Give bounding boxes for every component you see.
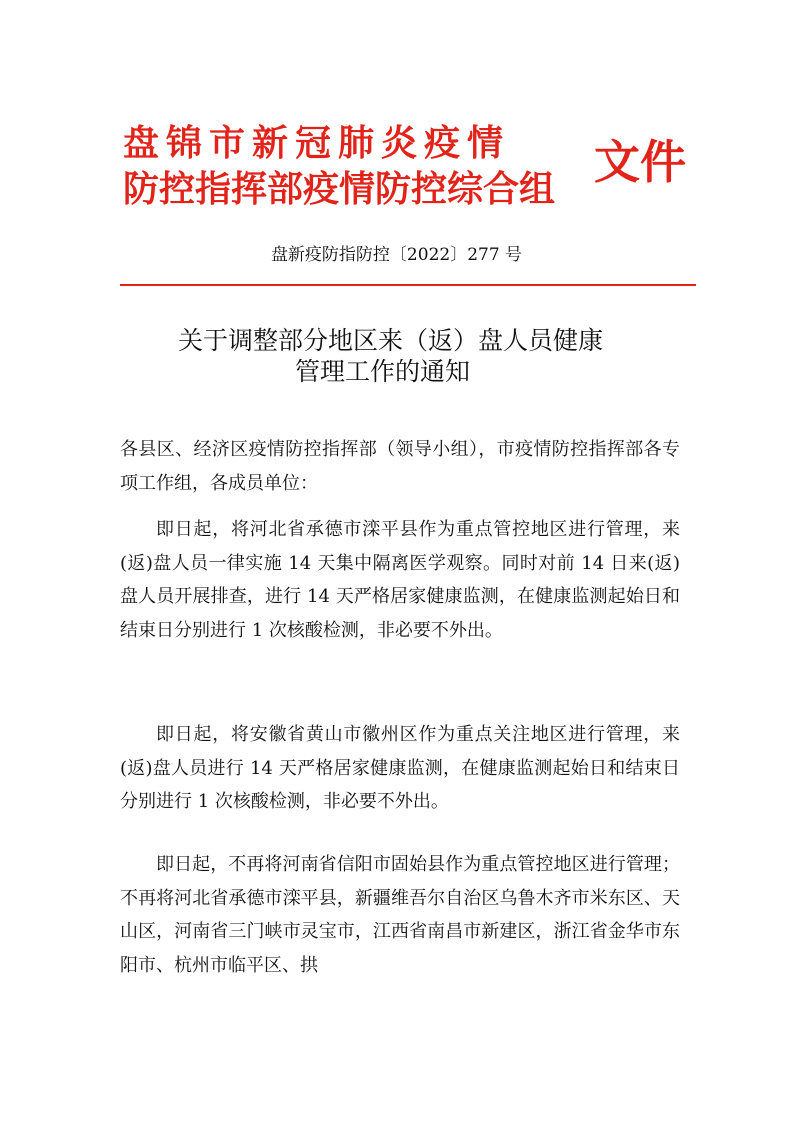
- document-number: 盘新疫防指防控〔2022〕277 号: [270, 245, 523, 265]
- issuer-name-line-2: 防控指挥部疫情防控综合组: [123, 169, 556, 210]
- paragraph-text: 即日起，将河北省承德市滦平县作为重点管控地区进行管理，来(返)盘人员一律实施 14 天集中隔离医学观察。同时对前 14 日来(返)盘人员开展排查，进行 14 天严格居家健康监测，在健康监测起始日和结束日分别进行 1 次核酸检测，非必要不外出。: [120, 519, 680, 641]
- document-title-line-1: 关于调整部分地区来（返）盘人员健康: [178, 326, 604, 355]
- red-divider-line: [120, 284, 696, 286]
- body-paragraph-3: [120, 848, 680, 982]
- paragraph-text: 即日起，不再将河南省信阳市固始县作为重点管控地区进行管理；不再将河北省承德市滦平县，新疆维吾尔自治区乌鲁木齐市米东区、天山区，河南省三门峡市灵宝市，江西省南昌市新建区，浙江省金华市东阳市、杭州市临平区、拱: [120, 854, 680, 976]
- salutation: 各县区、经济区疫情防控指挥部（领导小组），市疫情防控指挥部各专项工作组，各成员单位：: [120, 439, 680, 494]
- document-title-line-2: 管理工作的通知: [295, 357, 471, 386]
- body-paragraph-2: [120, 718, 680, 819]
- issuer-name-line-1: 盘锦市新冠肺炎疫情: [123, 123, 511, 164]
- document-type-label: 文件: [594, 135, 686, 189]
- body-paragraph-1: [120, 513, 680, 647]
- paragraph-text: 即日起，将安徽省黄山市徽州区作为重点关注地区进行管理，来(返)盘人员进行 14 天严格居家健康监测，在健康监测起始日和结束日分别进行 1 次核酸检测，非必要不外出。: [120, 724, 680, 812]
